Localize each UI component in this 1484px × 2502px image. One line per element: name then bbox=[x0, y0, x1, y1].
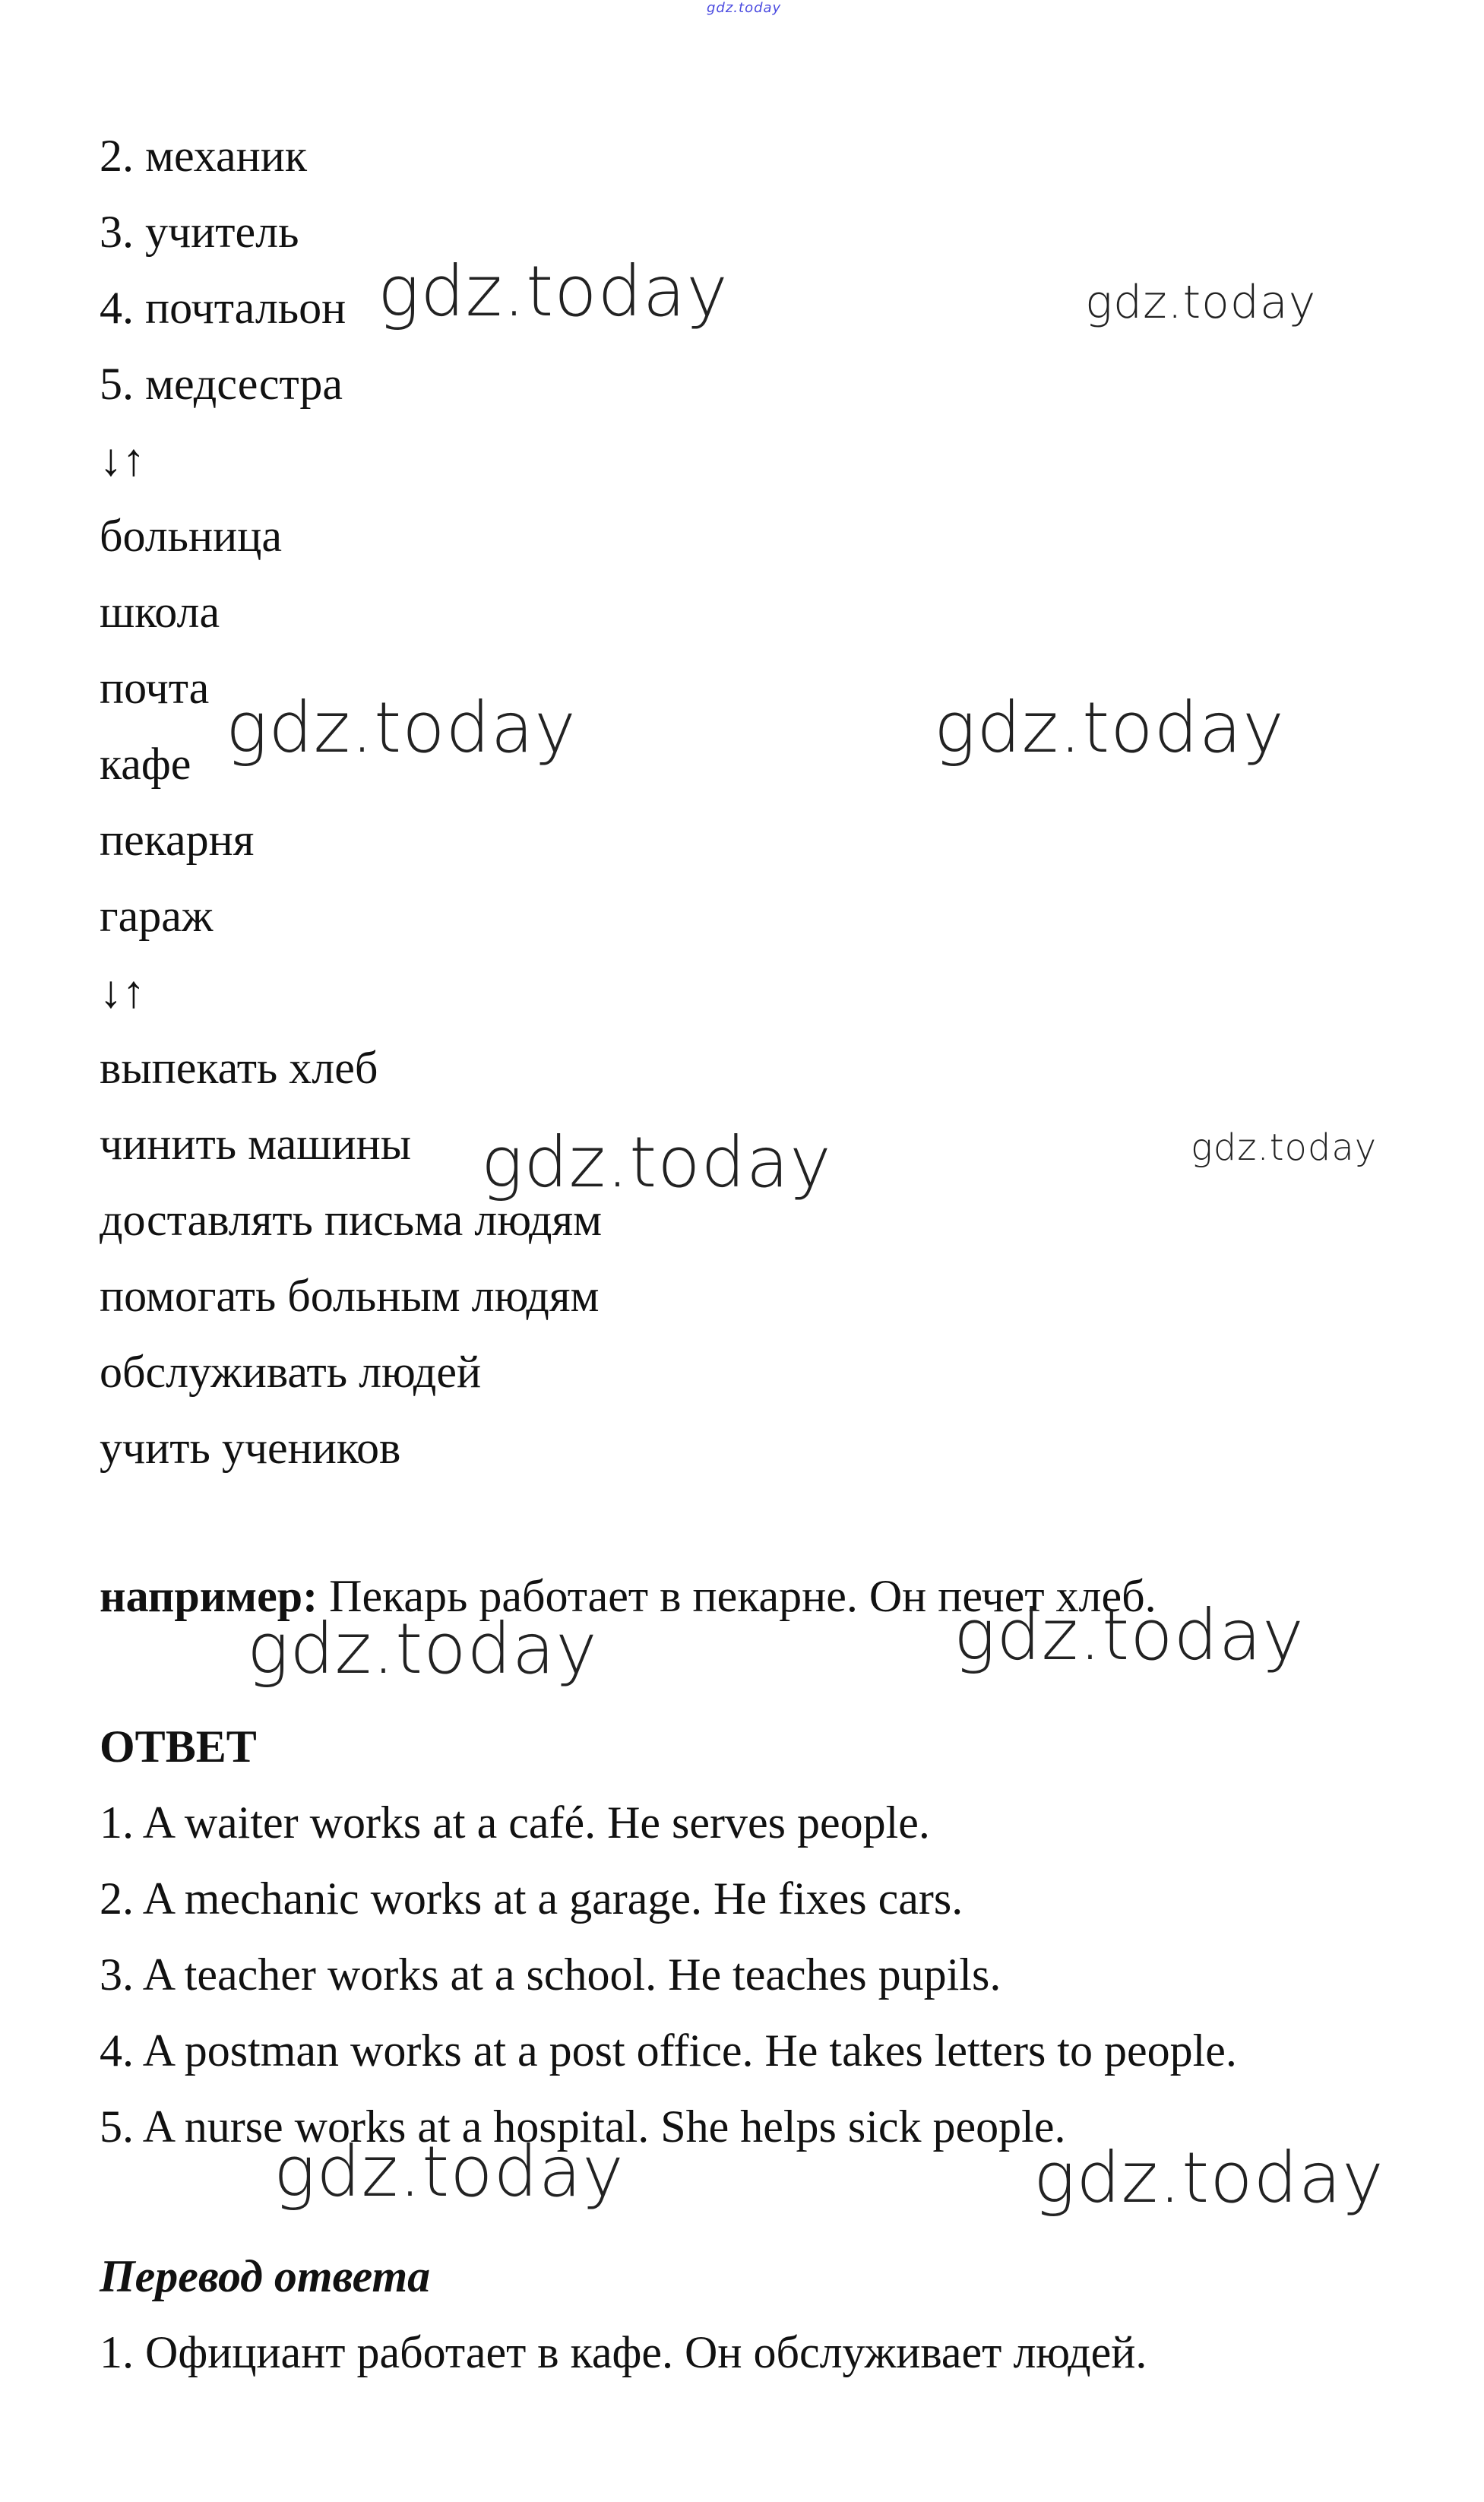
list-item: почта bbox=[100, 663, 210, 713]
watermark: gdz.today bbox=[954, 1595, 1305, 1676]
answer-heading: ОТВЕТ bbox=[100, 1721, 257, 1772]
list-item: школа bbox=[100, 587, 220, 637]
list-item: 5. медсестра bbox=[100, 359, 343, 409]
header-watermark: gdz.today bbox=[707, 0, 782, 16]
watermark: gdz.today bbox=[481, 1122, 832, 1203]
watermark: gdz.today bbox=[274, 2131, 625, 2212]
watermark: gdz.today bbox=[934, 687, 1285, 768]
answer-line: 2. A mechanic works at a garage. He fixes cars. bbox=[100, 1873, 963, 1924]
watermark: gdz.today bbox=[378, 251, 729, 332]
answer-line: 4. A postman works at a post office. He takes letters to people. bbox=[100, 2025, 1237, 2076]
list-item: обслуживать людей bbox=[100, 1347, 482, 1397]
list-item: гараж bbox=[100, 891, 214, 941]
list-item: больница bbox=[100, 511, 282, 561]
list-item: 2. механик bbox=[100, 131, 308, 181]
watermark: gdz.today bbox=[226, 687, 577, 768]
list-item: чинить машины bbox=[100, 1119, 412, 1169]
translation-heading: Перевод ответа bbox=[100, 2251, 431, 2301]
watermark: gdz.today bbox=[1085, 276, 1317, 329]
watermark: gdz.today bbox=[1033, 2137, 1384, 2219]
answer-line: 3. A teacher works at a school. He teaches pupils. bbox=[100, 1949, 1001, 2000]
watermark: gdz.today bbox=[1191, 1126, 1378, 1169]
example-text: Пекарь работает в пекарне. Он печет хлеб. bbox=[318, 1571, 1157, 1621]
answer-line: 1. A waiter works at a café. He serves people. bbox=[100, 1797, 930, 1848]
arrows-divider: ↓↑ bbox=[100, 435, 145, 485]
list-item: 3. учитель bbox=[100, 207, 299, 257]
arrows-divider: ↓↑ bbox=[100, 967, 145, 1017]
list-item: 4. почтальон bbox=[100, 283, 346, 333]
list-item: выпекать хлеб bbox=[100, 1043, 378, 1093]
list-item: кафе bbox=[100, 739, 191, 789]
list-item: помогать больным людям bbox=[100, 1271, 600, 1321]
list-item: пекарня bbox=[100, 815, 255, 865]
list-item: доставлять письма людям bbox=[100, 1195, 603, 1245]
watermark: gdz.today bbox=[247, 1608, 598, 1690]
list-item: учить учеников bbox=[100, 1423, 401, 1473]
example-label: например: bbox=[100, 1571, 318, 1621]
translation-line: 1. Официант работает в кафе. Он обслуживает людей. bbox=[100, 2327, 1147, 2377]
answer-line: 5. A nurse works at a hospital. She helps sick people. bbox=[100, 2101, 1066, 2152]
